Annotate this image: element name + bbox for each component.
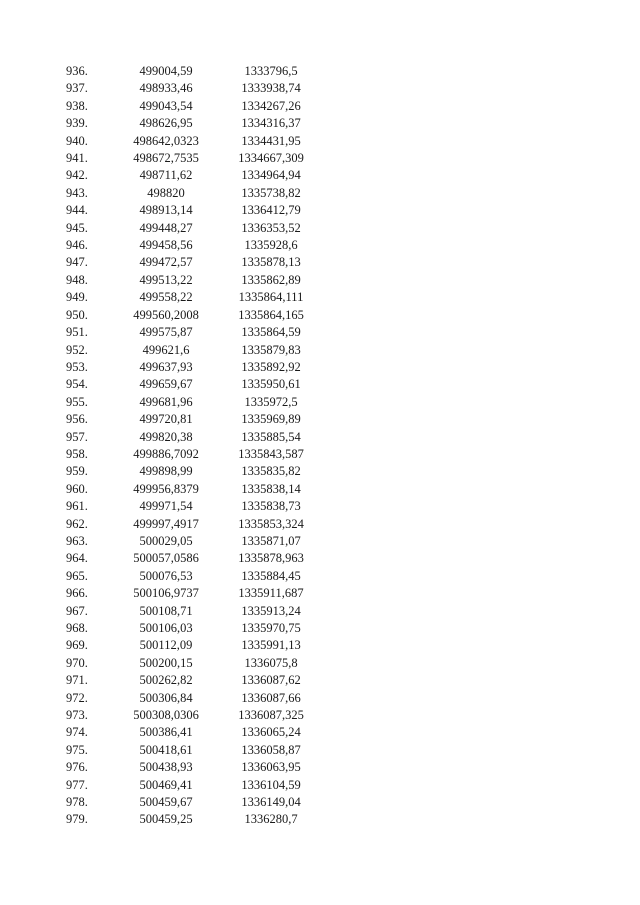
point-number: 967. (66, 603, 88, 618)
point-number: 943. (66, 185, 88, 200)
x-coordinate: 500386,41 (139, 725, 193, 740)
point-number: 938. (66, 98, 88, 113)
x-coordinate: 499659,67 (139, 377, 193, 392)
table-row (66, 98, 326, 115)
x-coordinate: 499956,8379 (133, 481, 199, 496)
table-row (66, 185, 326, 202)
y-coordinate: 1335969,89 (241, 412, 301, 427)
y-coordinate: 1336087,62 (241, 673, 301, 688)
point-number: 953. (66, 359, 88, 374)
table-row (66, 550, 326, 567)
point-number: 951. (66, 325, 88, 340)
point-number: 960. (66, 481, 88, 496)
x-coordinate: 499886,7092 (133, 446, 199, 461)
point-number: 955. (66, 394, 88, 409)
y-coordinate: 1335879,83 (241, 342, 301, 357)
point-number: 965. (66, 568, 88, 583)
table-row (66, 289, 326, 306)
point-number: 976. (66, 760, 88, 775)
point-number: 968. (66, 621, 88, 635)
table-row (66, 202, 326, 219)
x-coordinate: 500076,53 (139, 568, 193, 583)
x-coordinate: 498820 (147, 185, 185, 200)
x-coordinate: 500057,0586 (133, 551, 199, 566)
x-coordinate: 499997,4917 (133, 516, 199, 531)
x-coordinate: 498913,14 (139, 203, 193, 218)
y-coordinate: 1336065,24 (241, 725, 301, 740)
y-coordinate: 1335913,24 (241, 603, 301, 618)
table-row (66, 655, 326, 672)
point-number: 971. (66, 673, 88, 688)
x-coordinate: 499043,54 (139, 98, 193, 113)
point-number: 979. (66, 812, 88, 827)
y-coordinate: 1335885,54 (241, 429, 301, 444)
y-coordinate: 1334316,37 (241, 116, 301, 131)
point-number: 973. (66, 708, 88, 723)
point-number: 940. (66, 133, 88, 148)
x-coordinate: 500108,71 (139, 603, 193, 618)
point-number: 954. (66, 377, 88, 392)
x-coordinate: 499971,54 (139, 499, 193, 514)
point-number: 974. (66, 725, 88, 740)
table-row (66, 115, 326, 132)
y-coordinate: 1335843,587 (238, 446, 304, 461)
table-row (66, 376, 326, 393)
table-row (66, 498, 326, 515)
x-coordinate: 499575,87 (139, 325, 193, 340)
point-number: 978. (66, 795, 88, 810)
table-row (66, 533, 326, 550)
table-row (66, 342, 326, 359)
table-row (66, 394, 326, 411)
point-number: 959. (66, 464, 88, 479)
x-coordinate: 499472,57 (139, 255, 193, 270)
y-coordinate: 1334964,94 (241, 168, 301, 183)
x-coordinate: 500469,41 (139, 777, 193, 792)
point-number: 948. (66, 272, 88, 287)
x-coordinate: 499513,22 (139, 272, 193, 287)
table-row (66, 446, 326, 463)
point-number: 950. (66, 307, 88, 322)
point-number: 952. (66, 342, 88, 357)
x-coordinate: 500308,0306 (133, 708, 199, 723)
point-number: 963. (66, 533, 88, 548)
y-coordinate: 1334431,95 (241, 133, 301, 148)
y-coordinate: 1335878,13 (241, 255, 301, 270)
y-coordinate: 1334667,309 (238, 151, 304, 166)
table-row (66, 307, 326, 324)
table-row (66, 324, 326, 341)
point-number: 945. (66, 220, 88, 235)
point-number: 961. (66, 499, 88, 514)
point-number: 962. (66, 516, 88, 531)
x-coordinate: 499637,93 (139, 359, 193, 374)
table-row (66, 254, 326, 271)
point-number: 977. (66, 777, 88, 792)
point-number: 964. (66, 551, 88, 566)
x-coordinate: 500262,82 (139, 673, 193, 688)
y-coordinate: 1336412,79 (241, 203, 301, 218)
x-coordinate: 498642,0323 (133, 133, 199, 148)
x-coordinate: 499820,38 (139, 429, 193, 444)
y-coordinate: 1334267,26 (241, 98, 301, 113)
table-row (66, 463, 326, 480)
x-coordinate: 499560,2008 (133, 307, 199, 322)
table-row (66, 133, 326, 150)
x-coordinate: 498933,46 (139, 81, 193, 96)
y-coordinate: 1333796,5 (244, 64, 298, 78)
y-coordinate: 1336087,325 (238, 708, 304, 723)
x-coordinate: 498626,95 (139, 116, 193, 131)
point-number: 975. (66, 742, 88, 757)
x-coordinate: 499621,6 (142, 342, 190, 357)
x-coordinate: 498672,7535 (133, 151, 199, 166)
y-coordinate: 1335864,59 (241, 325, 301, 340)
table-row (66, 272, 326, 289)
table-row (66, 411, 326, 428)
point-number: 956. (66, 412, 88, 427)
y-coordinate: 1336104,59 (241, 777, 301, 792)
point-number: 949. (66, 290, 88, 305)
x-coordinate: 499681,96 (139, 394, 193, 409)
table-row (66, 63, 326, 80)
x-coordinate: 499558,22 (139, 290, 193, 305)
point-number: 936. (66, 64, 88, 78)
point-number: 972. (66, 690, 88, 705)
y-coordinate: 1336353,52 (241, 220, 301, 235)
y-coordinate: 1335838,73 (241, 499, 301, 514)
x-coordinate: 499448,27 (139, 220, 193, 235)
y-coordinate: 1335853,324 (238, 516, 304, 531)
point-number: 966. (66, 586, 88, 601)
table-row (66, 724, 326, 741)
y-coordinate: 1335892,92 (241, 359, 301, 374)
table-row (66, 167, 326, 184)
table-row (66, 811, 326, 828)
point-number: 958. (66, 446, 88, 461)
x-coordinate: 499898,99 (139, 464, 193, 479)
y-coordinate: 1335835,82 (241, 464, 301, 479)
table-row (66, 672, 326, 689)
table-row (66, 794, 326, 811)
y-coordinate: 1335928,6 (244, 238, 298, 253)
y-coordinate: 1335972,5 (244, 394, 298, 409)
table-row (66, 742, 326, 759)
point-number: 939. (66, 116, 88, 131)
x-coordinate: 500306,84 (139, 690, 193, 705)
table-row (66, 237, 326, 254)
x-coordinate: 500106,9737 (133, 586, 199, 601)
y-coordinate: 1335738,82 (241, 185, 301, 200)
point-number: 946. (66, 238, 88, 253)
y-coordinate: 1336075,8 (244, 655, 298, 670)
table-row (66, 80, 326, 97)
point-number: 957. (66, 429, 88, 444)
x-coordinate: 498711,62 (139, 168, 193, 183)
point-number: 942. (66, 168, 88, 183)
table-row (66, 637, 326, 654)
table-row (66, 516, 326, 533)
y-coordinate: 1335884,45 (241, 568, 301, 583)
table-row (66, 585, 326, 602)
y-coordinate: 1336063,95 (241, 760, 301, 775)
table-row (66, 481, 326, 498)
x-coordinate: 500200,15 (139, 655, 193, 670)
x-coordinate: 500438,93 (139, 760, 193, 775)
point-number: 937. (66, 81, 88, 96)
x-coordinate: 499458,56 (139, 238, 193, 253)
point-number: 941. (66, 151, 88, 166)
table-row (66, 777, 326, 794)
y-coordinate: 1335878,963 (238, 551, 304, 566)
table-row (66, 359, 326, 376)
y-coordinate: 1333938,74 (241, 81, 301, 96)
y-coordinate: 1336280,7 (244, 812, 298, 827)
coordinates-table-body (66, 63, 326, 829)
x-coordinate: 499004,59 (139, 64, 193, 78)
y-coordinate: 1335911,687 (238, 586, 304, 601)
y-coordinate: 1335950,61 (241, 377, 301, 392)
table-row (66, 690, 326, 707)
y-coordinate: 1336058,87 (241, 742, 301, 757)
y-coordinate: 1335862,89 (241, 272, 301, 287)
x-coordinate: 499720,81 (139, 412, 193, 427)
y-coordinate: 1335864,111 (238, 290, 304, 305)
x-coordinate: 500459,25 (139, 812, 193, 827)
table-row (66, 620, 326, 637)
coordinates-table (66, 63, 326, 829)
x-coordinate: 500418,61 (139, 742, 193, 757)
x-coordinate: 500459,67 (139, 795, 193, 810)
y-coordinate: 1335871,07 (241, 533, 301, 548)
y-coordinate: 1335970,75 (241, 621, 301, 635)
x-coordinate: 500106,03 (139, 621, 193, 635)
point-number: 944. (66, 203, 88, 218)
y-coordinate: 1336087,66 (241, 690, 301, 705)
x-coordinate: 500029,05 (139, 533, 193, 548)
table-row (66, 150, 326, 167)
point-number: 970. (66, 655, 88, 670)
table-row (66, 603, 326, 620)
table-row (66, 707, 326, 724)
point-number: 947. (66, 255, 88, 270)
x-coordinate: 500112,09 (139, 638, 193, 653)
table-row (66, 568, 326, 585)
table-row (66, 429, 326, 446)
y-coordinate: 1335864,165 (238, 307, 304, 322)
y-coordinate: 1335991,13 (241, 638, 301, 653)
y-coordinate: 1335838,14 (241, 481, 301, 496)
table-row (66, 220, 326, 237)
y-coordinate: 1336149,04 (241, 795, 301, 810)
table-row (66, 759, 326, 776)
point-number: 969. (66, 638, 88, 653)
